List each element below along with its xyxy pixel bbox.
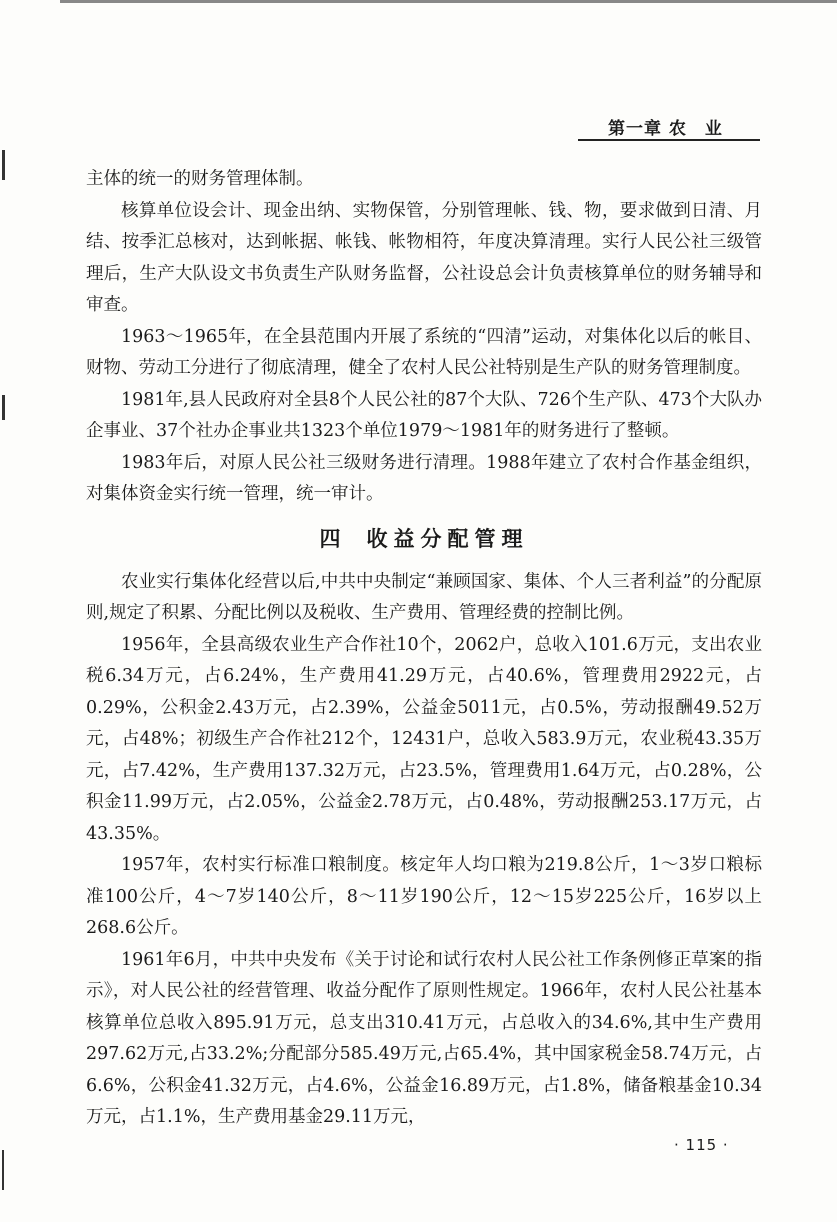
scan-top-edge bbox=[60, 0, 837, 3]
section-title-text: 收益分配管理 bbox=[366, 526, 529, 551]
paragraph: 1961年6月，中共中央发布《关于讨论和试行农村人民公社工作条例修正草案的指示》，对人民公社的经营管理、收益分配作了原则性规定。1966年，农村人民公社基本核算单位总收入895.91万元，总支出310.41万元，占总收入的34.6%,其中生产费用297.62万元,占33.2%;分配部分585.49万元,占65.4%，其中国家税金58.74万元，占6.6%，公积金41.32万元，占4.6%，公益金16.89万元，占1.8%，储备粮基金10.34万元，占1.1%，生产费用基金29.11万元， bbox=[86, 949, 762, 1127]
paragraph: 农业实行集体化经营以后,中共中央制定“兼顾国家、集体、个人三者利益”的分配原则,规定了积累、分配比例以及税收、生产费用、管理经费的控制比例。 bbox=[86, 571, 762, 623]
body-text bbox=[86, 164, 762, 1134]
section-number: 四 bbox=[319, 526, 347, 551]
paragraph: 主体的统一的财务管理体制。 bbox=[86, 169, 314, 189]
paragraph: 核算单位设会计、现金出纳、实物保管，分别管理帐、钱、物，要求做到日清、月结、按季汇总核对，达到帐据、帐钱、帐物相符，年度决算清理。实行人民公社三级管理后，生产大队设文书负责生产队财务监督，公社设总会计负责核算单位的财务辅导和审查。 bbox=[86, 200, 762, 315]
section-heading bbox=[86, 519, 762, 559]
paragraph: 1957年，农村实行标准口粮制度。核定年人均口粮为219.8公斤，1～3岁口粮标准100公斤，4～7岁140公斤，8～11岁190公斤，12～15岁225公斤，16岁以上268.6公斤。 bbox=[86, 855, 762, 938]
running-head: 第一章 农 业 bbox=[608, 119, 723, 139]
scan-edge-mark bbox=[2, 1150, 4, 1190]
paragraph: 1981年,县人民政府对全县8个人民公社的87个大队、726个生产队、473个大队办企事业、37个社办企事业共1323个单位1979～1981年的财务进行了整顿。 bbox=[86, 389, 762, 441]
paragraph: 1956年，全县高级农业生产合作社10个，2062户，总收入101.6万元，支出农业税6.34万元，占6.24%，生产费用41.29万元，占40.6%，管理费用2922元，占0.29%，公积金2.43万元，占2.39%，公益金5011元，占0.5%，劳动报酬49.52万元，占48%；初级生产合作社212个，12431户，总收入583.9万元，农业税43.35万元，占7.42%，生产费用137.32万元，占23.5%，管理费用1.64万元，占0.28%，公积金11.99万元，占2.05%，公益金2.78万元，占0.48%，劳动报酬253.17万元，占43.35%。 bbox=[86, 634, 762, 844]
paragraph: 1963～1965年，在全县范围内开展了系统的“四清”运动，对集体化以后的帐目、财物、劳动工分进行了彻底清理，健全了农村人民公社特别是生产队的财务管理制度。 bbox=[86, 326, 762, 378]
scan-edge-mark bbox=[2, 150, 5, 180]
paragraph: 1983年后，对原人民公社三级财务进行清理。1988年建立了农村合作基金组织，对集体资金实行统一管理，统一审计。 bbox=[86, 452, 762, 504]
page-number: · 115 · bbox=[674, 1136, 729, 1154]
header-rule bbox=[578, 139, 760, 141]
scan-edge-mark bbox=[2, 395, 5, 420]
